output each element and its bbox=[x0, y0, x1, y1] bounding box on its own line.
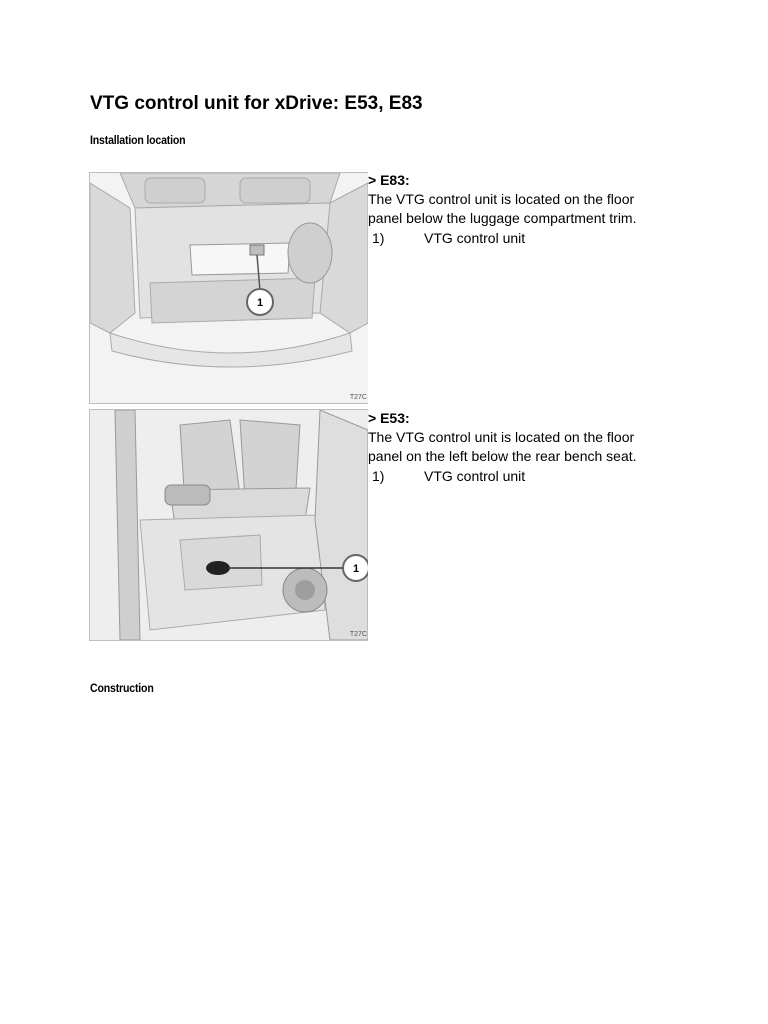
legend-label: VTG control unit bbox=[424, 468, 526, 484]
document-title: VTG control unit for xDrive: E53, E83 bbox=[90, 93, 423, 114]
figure-e83-luggage-compartment bbox=[89, 172, 368, 404]
e53-illustration bbox=[90, 410, 368, 640]
e83-illustration bbox=[90, 173, 368, 403]
description-line: The VTG control unit is located on the floor bbox=[368, 191, 635, 207]
description-heading: > E53: bbox=[368, 410, 410, 426]
description-line: The VTG control unit is located on the floor bbox=[368, 429, 635, 445]
description-line: panel on the left below the rear bench seat. bbox=[368, 448, 637, 464]
description-heading: > E83: bbox=[368, 172, 410, 188]
legend-item bbox=[368, 229, 668, 248]
legend-label: VTG control unit bbox=[424, 230, 526, 246]
figure-code: T27C bbox=[349, 394, 367, 401]
section-heading-construction: Construction bbox=[90, 681, 154, 695]
description-e83 bbox=[368, 171, 668, 248]
figure-e53-rear-bench-seat bbox=[89, 409, 368, 641]
callout-number: 1 bbox=[256, 297, 264, 309]
description-e53 bbox=[368, 409, 668, 486]
callout-number: 1 bbox=[352, 563, 360, 575]
section-heading-installation-location: Installation location bbox=[90, 133, 186, 147]
description-line: panel below the luggage compartment trim. bbox=[368, 210, 637, 226]
figure-code: T27C bbox=[349, 631, 367, 638]
legend-item bbox=[368, 467, 668, 486]
legend-number: 1) bbox=[372, 230, 385, 246]
legend-number: 1) bbox=[372, 468, 385, 484]
